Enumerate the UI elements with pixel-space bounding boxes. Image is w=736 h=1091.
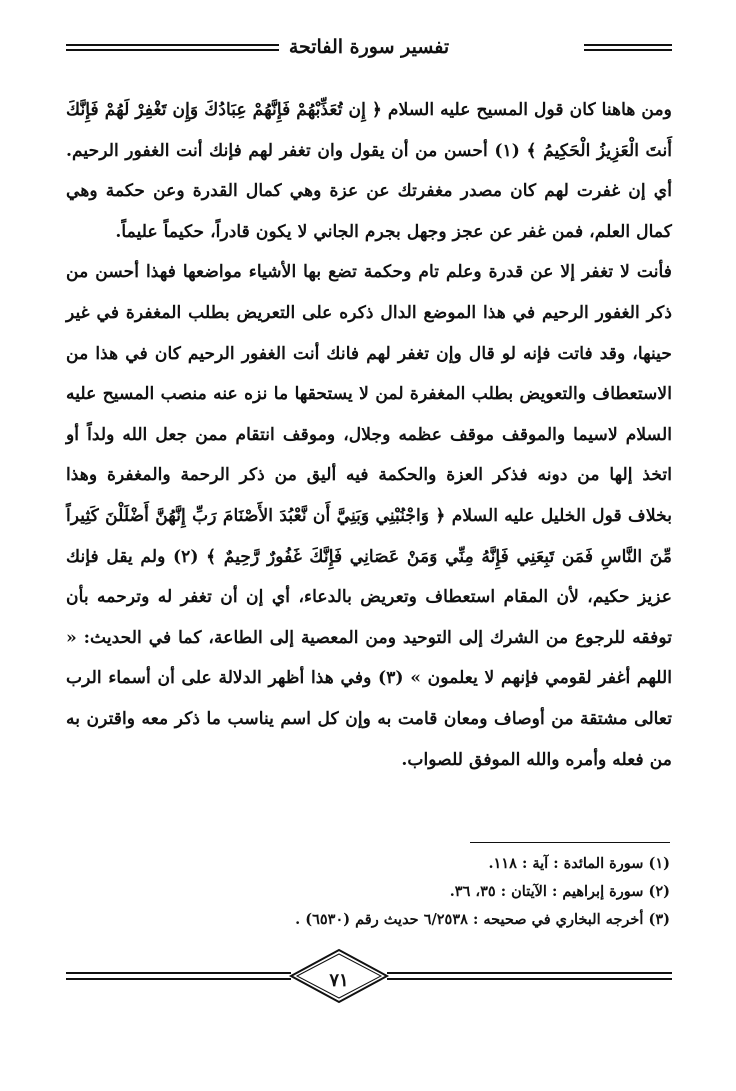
footnote-3: (٣) أخرجه البخاري في صحيحه : ٦/٢٥٣٨ حديث رقم (٦٥٣٠) . xyxy=(295,911,670,928)
page-footer xyxy=(66,945,672,1020)
footnotes xyxy=(64,850,670,934)
page-number: ٧١ xyxy=(329,970,349,991)
footnote-divider xyxy=(470,842,670,843)
footnote-1: (١) سورة المائدة : آية : ١١٨. xyxy=(488,855,670,872)
body-text xyxy=(66,90,672,780)
paragraph-2: فأنت لا تغفر إلا عن قدرة وعلم تام وحكمة تضع بها الأشياء مواضعها فهذا أحسن من ذكر الغفور الرحيم في هذا الموضع الدال ذكره على التعريض بطلب المغفرة في غير حينها، وقد فاتت فإنه لو قال وإن تغفر لهم فانك أنت الغفور الرحيم كان في هذا من الاستعطاف والتعويض بطلب المغفرة لمن لا يستحقها ما نزه عنه منصب المسيح عليه السلام لاسيما والموقف موقف عظمه وجلال، وموقف انتقام ممن جعل الله ولداً أو اتخذ إلها من دونه فذكر العزة والحكمة فيه أليق من ذكر الرحمة والمغفرة وهذا بخلاف قول الخليل عليه السلام ﴿ وَاجْنُبْنِي وَبَنِيَّ أَن نَّعْبُدَ الأَصْنَامَ رَبِّ إِنَّهُنَّ أَضْلَلْنَ كَثِيراً مِّنَ النَّاسِ فَمَن تَبِعَنِي فَإِنَّهُ مِنِّي وَمَنْ عَصَانِي فَإِنَّكَ غَفُورٌ رَّحِيمٌ ﴾ (٢) ولم يقل فإنك عزيز حكيم، لأن المقام استعطاف وتعريض بالدعاء، أي إن أن تغفر له وترحمه بأن توفقه للرجوع من الشرك إلى التوحيد ومن المعصية إلى الطاعة، كما في الحديث: « اللهم أغفر لقومي فإنهم لا يعلمون » (٣) وفي هذا أظهر الدلالة على أن أسماء الرب تعالى مشتقة من أوصاف ومعان قامت به وإن كل اسم يناسب ما ذكر معه واقترن به من فعله وأمره والله الموفق للصواب. xyxy=(66,262,673,770)
footnote-2: (٢) سورة إبراهيم : الآيتان : ٣٥، ٣٦. xyxy=(449,883,670,900)
paragraph-1: ومن هاهنا كان قول المسيح عليه السلام ﴿ إِن تُعَذِّبْهُمْ فَإِنَّهُمْ عِبَادُكَ وَإِن تَغْفِرْ لَهُمْ فَإِنَّكَ أَنتَ الْعَزِيزُ الْحَكِيمُ ﴾ (١) أحسن من أن يقول وان تغفر لهم فإنك أنت الغفور الرحيم. أي إن غفرت لهم كان مصدر مغفرتك عن عزة وهي كمال القدرة وعن حكمة وهي كمال العلم، فمن غفر عن عجز وجهل بجرم الجاني لا يكون قادراً، حكيماً عليماً. xyxy=(66,100,672,242)
page-header-title-text: تفسير سورة الفاتحة xyxy=(279,36,459,58)
page-header-title xyxy=(66,34,672,60)
footer-ornament xyxy=(66,945,672,1020)
page-header xyxy=(66,34,672,64)
